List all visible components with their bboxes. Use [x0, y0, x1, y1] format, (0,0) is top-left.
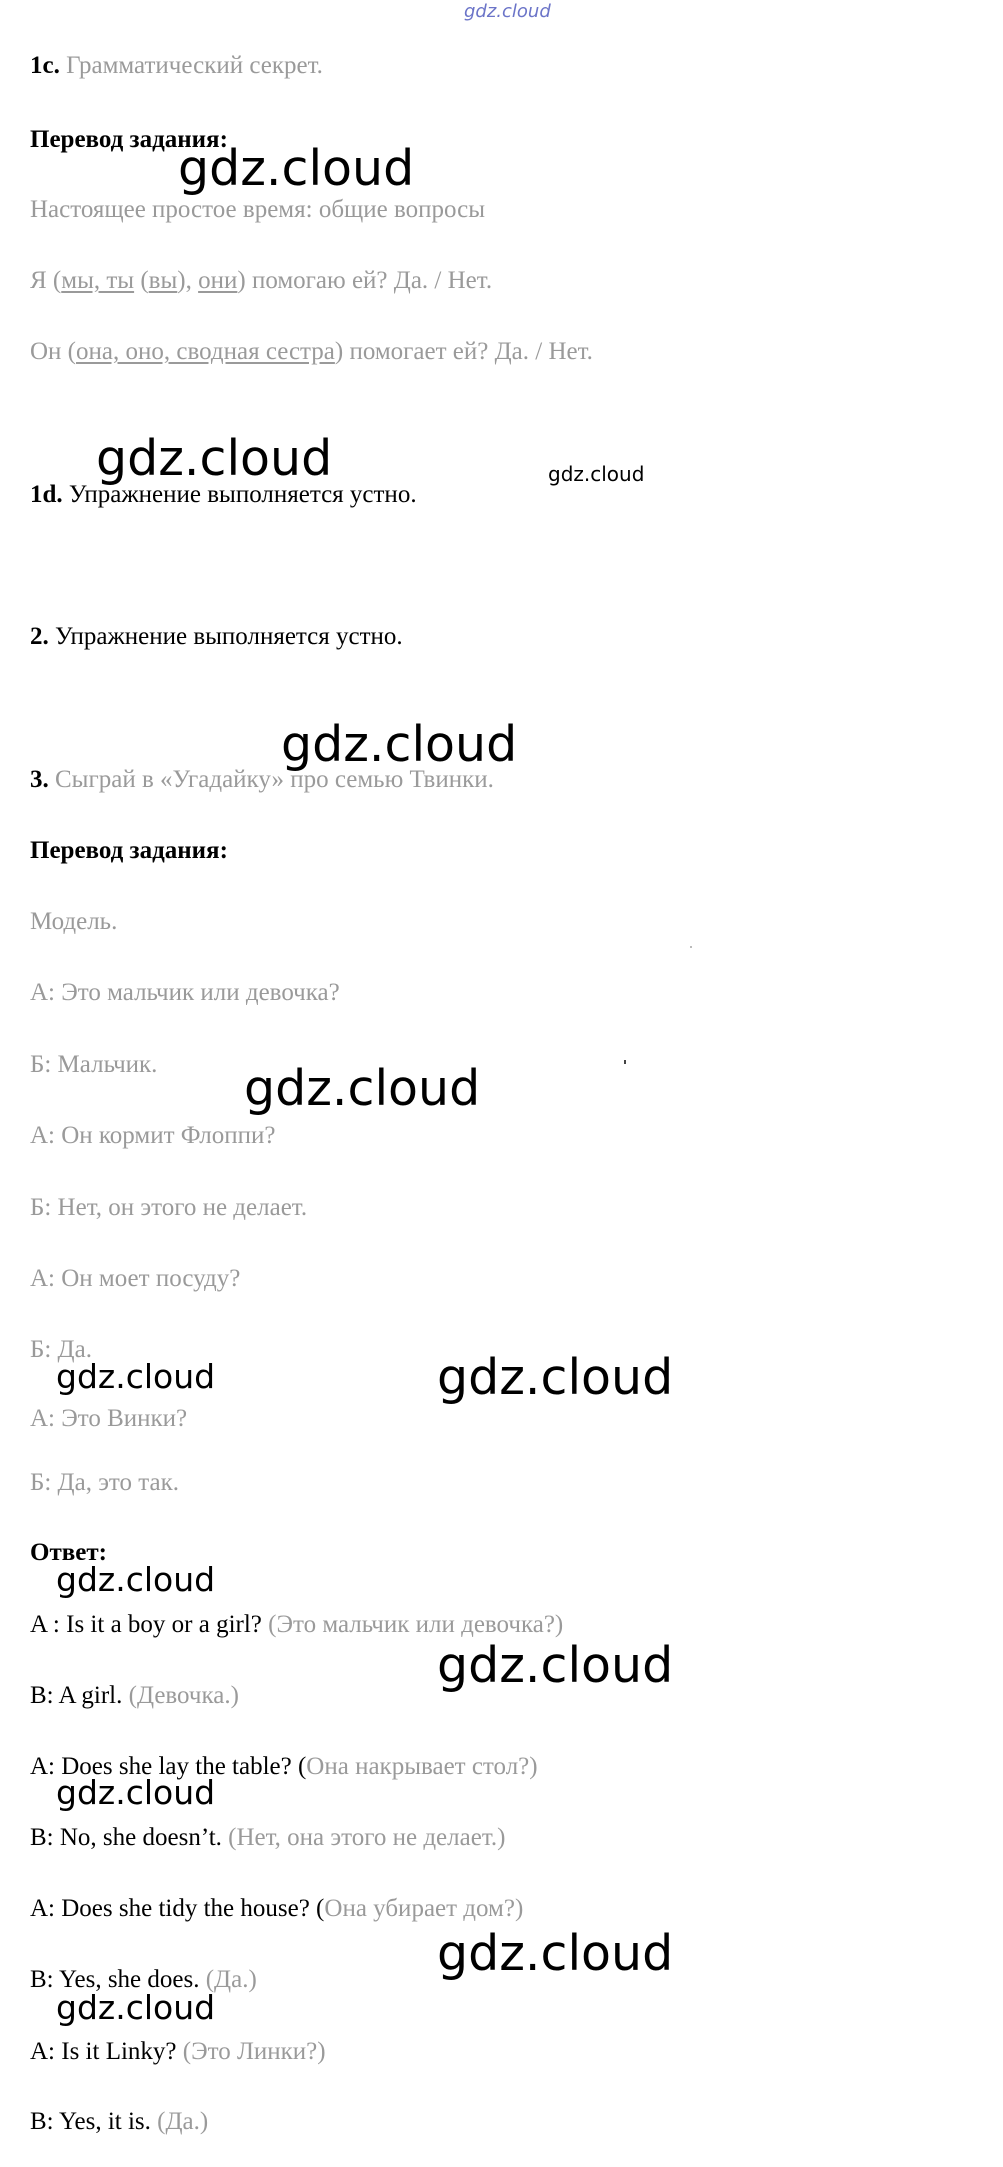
watermark: gdz.cloud — [56, 1988, 216, 2027]
model-line: А: Он моет посуду? — [30, 1265, 241, 1292]
answer-english: A: Is it Linky? — [30, 2038, 183, 2065]
model-line: А: Это мальчик или девочка? — [30, 979, 340, 1006]
answer-russian: (Да.) — [205, 1966, 257, 1993]
section-2 — [30, 621, 403, 653]
grammar-line-1: Настоящее простое время: общие вопросы — [30, 196, 486, 223]
grammar-underlined: она, оно, сводная сестра — [76, 338, 335, 365]
answer-russian: (Да.) — [157, 2108, 209, 2135]
grammar-line-3 — [30, 336, 593, 368]
section-1d-number: 1d. — [30, 481, 63, 508]
answer-line — [30, 1893, 523, 1925]
watermark: gdz.cloud — [437, 1925, 674, 1982]
grammar-text: ( — [134, 267, 149, 294]
answer-russian: Она накрывает стол?) — [306, 1753, 538, 1780]
scan-speck — [690, 946, 692, 948]
section-3-text: Сыграй в «Угадайку» про семью Твинки. — [55, 766, 494, 793]
section-1c-title: Грамматический секрет. — [66, 52, 323, 79]
answer-line — [30, 1680, 239, 1712]
section-1c-number: 1c. — [30, 52, 60, 79]
answer-english: B: Yes, it is. — [30, 2108, 158, 2135]
section-1d-text: Упражнение выполняется устно. — [68, 481, 417, 508]
answer-russian: Она убирает дом?) — [324, 1895, 524, 1922]
section-3-number: 3. — [30, 766, 49, 793]
grammar-text: Он ( — [30, 338, 77, 365]
model-line: А: Это Винки? — [30, 1405, 188, 1432]
section-2-text: Упражнение выполняется устно. — [55, 623, 403, 650]
model-line: Б: Мальчик. — [30, 1051, 158, 1078]
watermark: gdz.cloud — [96, 430, 333, 487]
answer-english: A: Does she tidy the house? ( — [30, 1895, 325, 1922]
watermark: gdz.cloud — [56, 1560, 216, 1599]
watermark: gdz.cloud — [56, 1773, 216, 1812]
answer-line — [30, 1822, 505, 1854]
answer-line — [30, 2036, 326, 2068]
answer-russian: (Это Линки?) — [182, 2038, 326, 2065]
grammar-text: ), — [177, 267, 199, 294]
answer-russian: (Нет, она этого не делает.) — [228, 1824, 506, 1851]
answer-english: B: Yes, she does. — [30, 1966, 206, 1993]
answer-english: B: No, she doesn’t. — [30, 1824, 229, 1851]
grammar-underlined: вы — [148, 267, 178, 294]
watermark: gdz.cloud — [548, 462, 645, 486]
grammar-text: ) помогает ей? Да. / Нет. — [334, 338, 593, 365]
grammar-underlined: мы, ты — [61, 267, 135, 294]
answer-english: B: A girl. — [30, 1682, 129, 1709]
watermark: gdz.cloud — [437, 1637, 674, 1694]
watermark: gdz.cloud — [56, 1357, 216, 1396]
model-line: Б: Нет, он этого не делает. — [30, 1194, 308, 1221]
watermark-top: gdz.cloud — [464, 1, 551, 22]
answer-russian: (Это мальчик или девочка?) — [268, 1611, 564, 1638]
model-line: А: Он кормит Флоппи? — [30, 1122, 276, 1149]
section-2-number: 2. — [30, 623, 49, 650]
answer-russian: (Девочка.) — [128, 1682, 239, 1709]
watermark: gdz.cloud — [178, 140, 415, 197]
answer-heading: Ответ: — [30, 1539, 107, 1566]
task-translation-heading: Перевод задания: — [30, 126, 228, 153]
model-line: Б: Да, это так. — [30, 1469, 179, 1496]
watermark: gdz.cloud — [437, 1349, 674, 1406]
grammar-text: ) помогаю ей? Да. / Нет. — [237, 267, 493, 294]
grammar-underlined: они — [198, 267, 238, 294]
model-line: Модель. — [30, 908, 118, 935]
answer-english: A: Does she lay the table? ( — [30, 1753, 307, 1780]
task-translation-heading: Перевод задания: — [30, 837, 228, 864]
answer-english: A : Is it a boy or a girl? — [30, 1611, 269, 1638]
grammar-text: Я ( — [30, 267, 62, 294]
watermark: gdz.cloud — [281, 716, 518, 773]
grammar-line-2 — [30, 265, 492, 297]
watermark: gdz.cloud — [244, 1060, 481, 1117]
section-1c — [30, 50, 323, 82]
scan-speck — [624, 1060, 626, 1064]
answer-line — [30, 2106, 208, 2138]
model-line: Б: Да. — [30, 1336, 92, 1363]
